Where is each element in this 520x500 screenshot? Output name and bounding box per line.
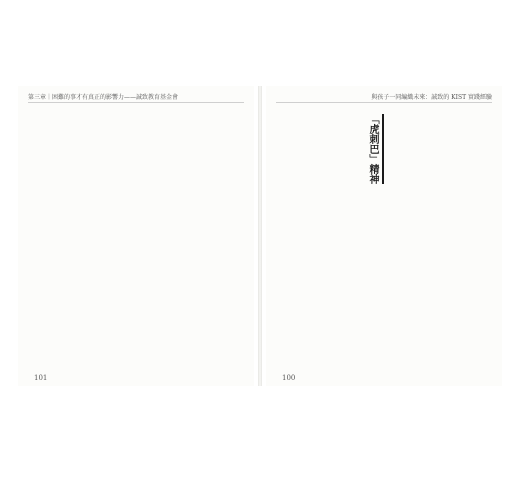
- body-text: [276, 110, 492, 364]
- page-number: 101: [34, 374, 48, 382]
- body-text: [28, 110, 244, 364]
- right-page: [266, 86, 502, 386]
- header-rule: [28, 102, 244, 103]
- page-number: 100: [282, 374, 296, 382]
- section-heading: 「虎刺巴」精神: [365, 114, 384, 184]
- header-rule: [276, 102, 492, 103]
- running-head: 與孩子一同編織未來：誠致的 KIST 實踐經驗: [371, 94, 492, 101]
- running-head: 第三章｜困難的事才有真正的影響力——誠致教育基金會: [28, 94, 179, 101]
- left-page: [18, 86, 254, 386]
- book-gutter: [258, 86, 262, 386]
